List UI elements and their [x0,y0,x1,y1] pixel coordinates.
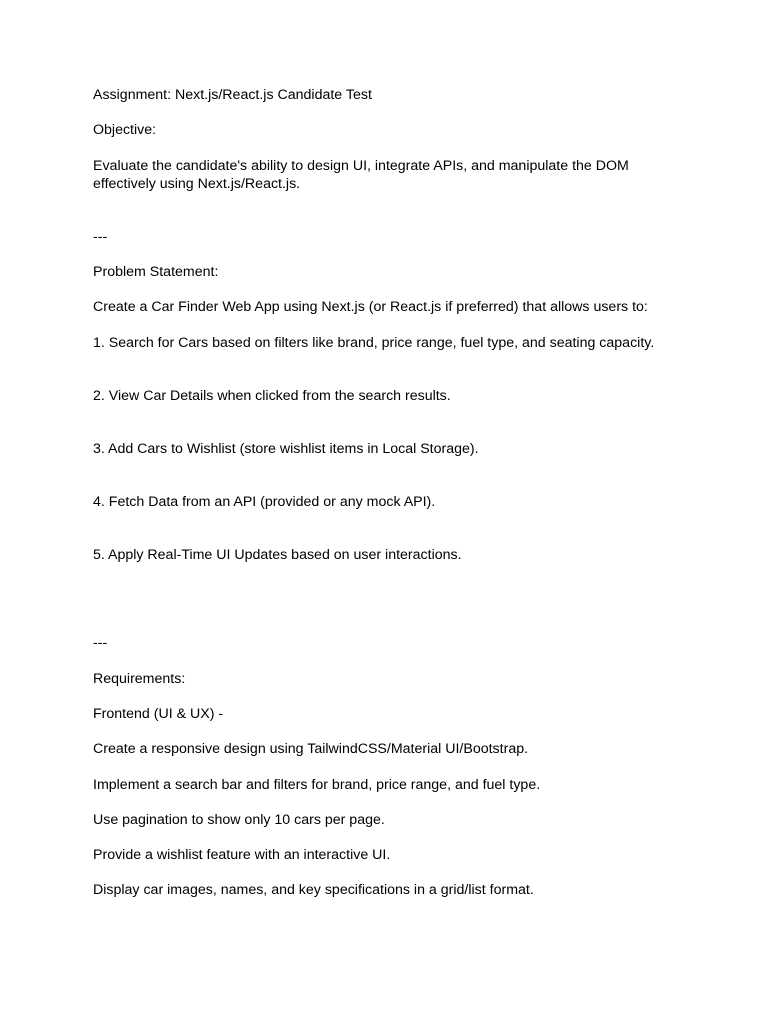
problem-item: 2. View Car Details when clicked from the search results. [93,388,451,404]
document-title: Assignment: Next.js/React.js Candidate Test [93,87,372,103]
objective-heading: Objective: [93,122,157,138]
problem-item: 1. Search for Cars based on filters like brand, price range, fuel type, and seating capacity. [93,335,655,351]
problem-item: 3. Add Cars to Wishlist (store wishlist items in Local Storage). [93,441,479,457]
separator: --- [93,635,108,651]
requirements-heading: Requirements: [93,671,186,687]
problem-item: 4. Fetch Data from an API (provided or any mock API). [93,494,436,510]
problem-intro: Create a Car Finder Web App using Next.js (or React.js if preferred) that allows users to: [93,299,648,315]
frontend-item: Implement a search bar and filters for brand, price range, and fuel type. [93,777,541,793]
problem-item: 5. Apply Real-Time UI Updates based on user interactions. [93,547,462,563]
frontend-item: Create a responsive design using TailwindCSS/Material UI/Bootstrap. [93,741,529,757]
frontend-item: Provide a wishlist feature with an interactive UI. [93,847,391,863]
frontend-item: Use pagination to show only 10 cars per page. [93,812,385,828]
objective-text: Evaluate the candidate's ability to design UI, integrate APIs, and manipulate the DOM effectively using Next.js/React.js. [93,158,633,192]
problem-heading: Problem Statement: [93,264,219,280]
frontend-heading: Frontend (UI & UX) - [93,706,224,722]
separator: --- [93,229,108,245]
frontend-item: Display car images, names, and key specifications in a grid/list format. [93,882,534,898]
